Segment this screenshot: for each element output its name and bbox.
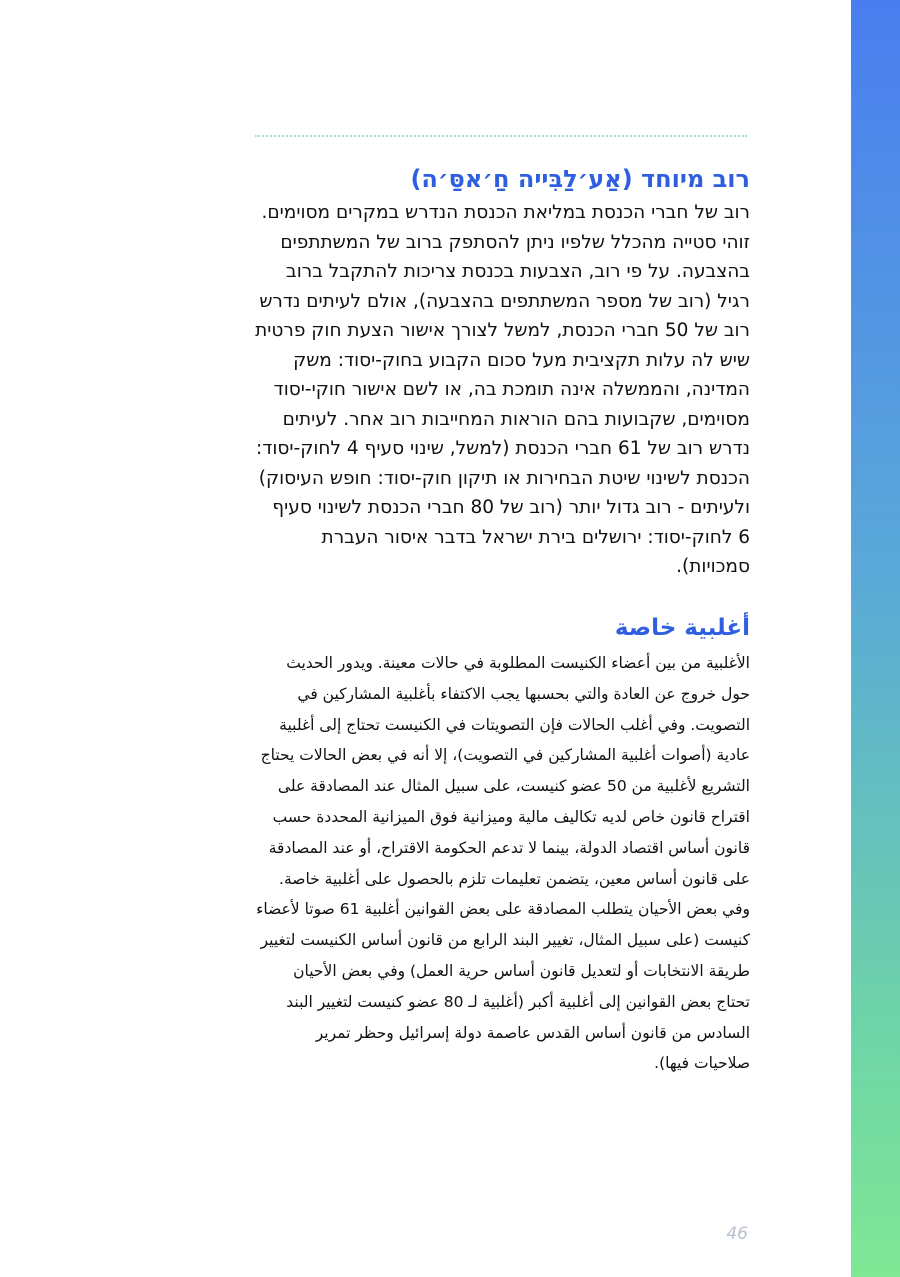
arabic-entry bbox=[255, 612, 750, 1079]
arabic-heading: أغلبية خاصة bbox=[614, 615, 750, 641]
decorative-side-band bbox=[851, 0, 900, 1277]
dotted-divider bbox=[255, 135, 747, 137]
arabic-body: الأغلبية من بين أعضاء الكنيست المطلوبة في حالات معينة. ويدور الحديث حول خروج عن العادة والتي بحسبها يجب الاكتفاء بأغلبية المشاركين في التصويت. وفي أغلب الحالات فإن التصويتات في الكنيست تحتاج إلى أغلبية عادية (أصوات أغلبية المشاركين في التصويت)، إلا أنه في بعض الحالات يحتاج التشريع لأغلبية من 50 عضو كنيست، على سبيل المثال عند المصادقة على اقتراح قانون خاص لديه تكاليف مالية وميزانية فوق الميزانية المحددة حسب قانون أساس اقتصاد الدولة، بينما لا تدعم الحكومة الاقتراح، أو عند المصادقة على قانون أساس معين، يتضمن تعليمات تلزم بالحصول على أغلبية خاصة. وفي بعض الأحيان يتطلب المصادقة على بعض القوانين أغلبية 61 صوتا لأعضاء كنيست (على سبيل المثال، تغيير البند الرابع من قانون أساس الكنيست لتغيير طريقة الانتخابات أو لتعديل قانون أساس حرية العمل) وفي بعض الأحيان تحتاج بعض القوانين إلى أغلبية أكبر (أغلبية لـ 80 عضو كنيست لتغيير البند السادس من قانون أساس القدس عاصمة دولة إسرائيل وحظر تمرير صلاحيات فيها). bbox=[256, 654, 750, 1073]
hebrew-entry bbox=[255, 162, 750, 582]
page-number: 46 bbox=[726, 1224, 748, 1244]
hebrew-body: רוב של חברי הכנסת במליאת הכנסת הנדרש במקרים מסוימים. זוהי סטייה מהכלל שלפיו ניתן להסתפק ברוב של המשתתפים בהצבעה. על פי רוב, הצבעות בכנסת צריכות להתקבל ברוב רגיל (רוב של מספר המשתתפים בהצבעה), אולם לעיתים נדרש רוב של 50 חברי הכנסת, למשל לצורך אישור הצעת חוק פרטית שיש לה עלות תקציבית מעל סכום הקבוע בחוק-יסוד: משק המדינה, והממשלה אינה תומכת בה, או לשם אישור חוקי-יסוד מסוימים, שקבועות בהם הוראות המחייבות רוב אחר. לעיתים נדרש רוב של 61 חברי הכנסת (למשל, שינוי סעיף 4 לחוק-יסוד: הכנסת לשינוי שיטת הבחירות או תיקון חוק-יסוד: חופש העיסוק) ולעיתים - רוב גדול יותר (רוב של 80 חברי הכנסת לשינוי סעיף 6 לחוק-יסוד: ירושלים בירת ישראל בדבר איסור העברת סמכויות). bbox=[255, 202, 750, 577]
hebrew-heading: רוב מיוחד (אַע׳לַבִּייה חַ׳אסַּ׳ה) bbox=[410, 165, 750, 193]
